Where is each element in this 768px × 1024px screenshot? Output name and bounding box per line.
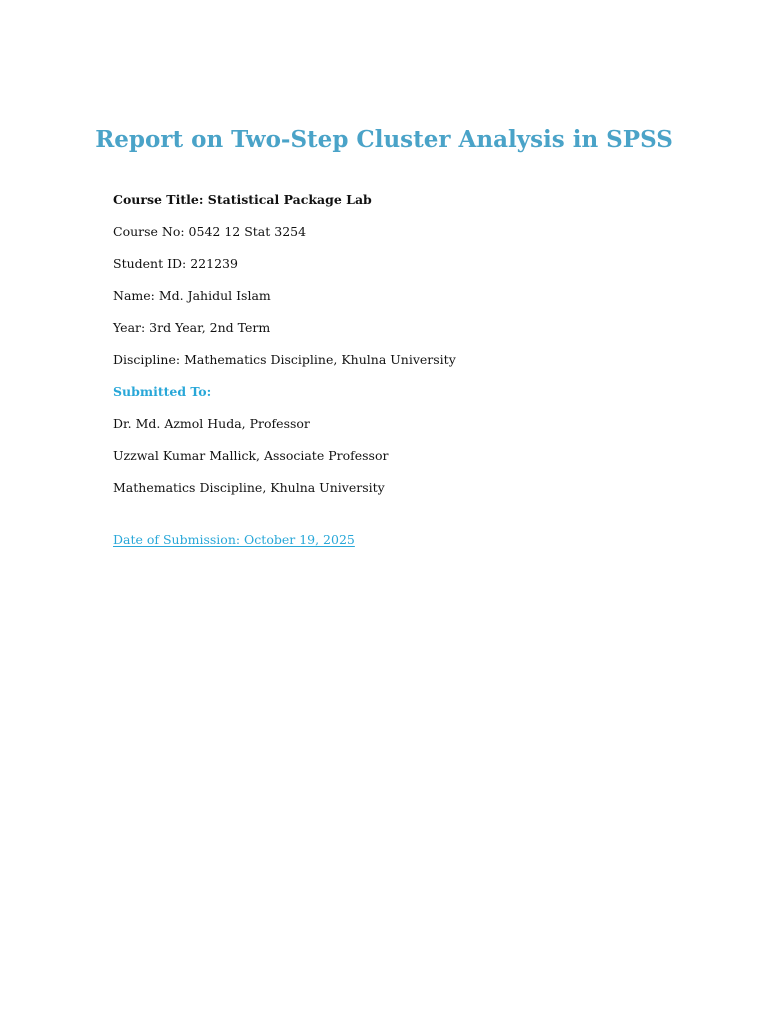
submitted-to-heading: Submitted To: (113, 384, 212, 399)
discipline: Discipline: Mathematics Discipline, Khulna University (113, 352, 456, 367)
academic-year: Year: 3rd Year, 2nd Term (113, 320, 271, 335)
submitted-to-person-1: Dr. Md. Azmol Huda, Professor (113, 416, 310, 431)
submitted-to-institution: Mathematics Discipline, Khulna University (113, 480, 385, 495)
student-name: Name: Md. Jahidul Islam (113, 288, 271, 303)
report-title: Report on Two-Step Cluster Analysis in SPSS (95, 126, 673, 153)
submitted-to-person-2: Uzzwal Kumar Mallick, Associate Professor (113, 448, 389, 463)
course-number: Course No: 0542 12 Stat 3254 (113, 224, 307, 239)
course-title: Course Title: Statistical Package Lab (113, 192, 372, 207)
date-of-submission-link[interactable]: Date of Submission: October 19, 2025 (113, 532, 355, 547)
student-id: Student ID: 221239 (113, 256, 238, 271)
